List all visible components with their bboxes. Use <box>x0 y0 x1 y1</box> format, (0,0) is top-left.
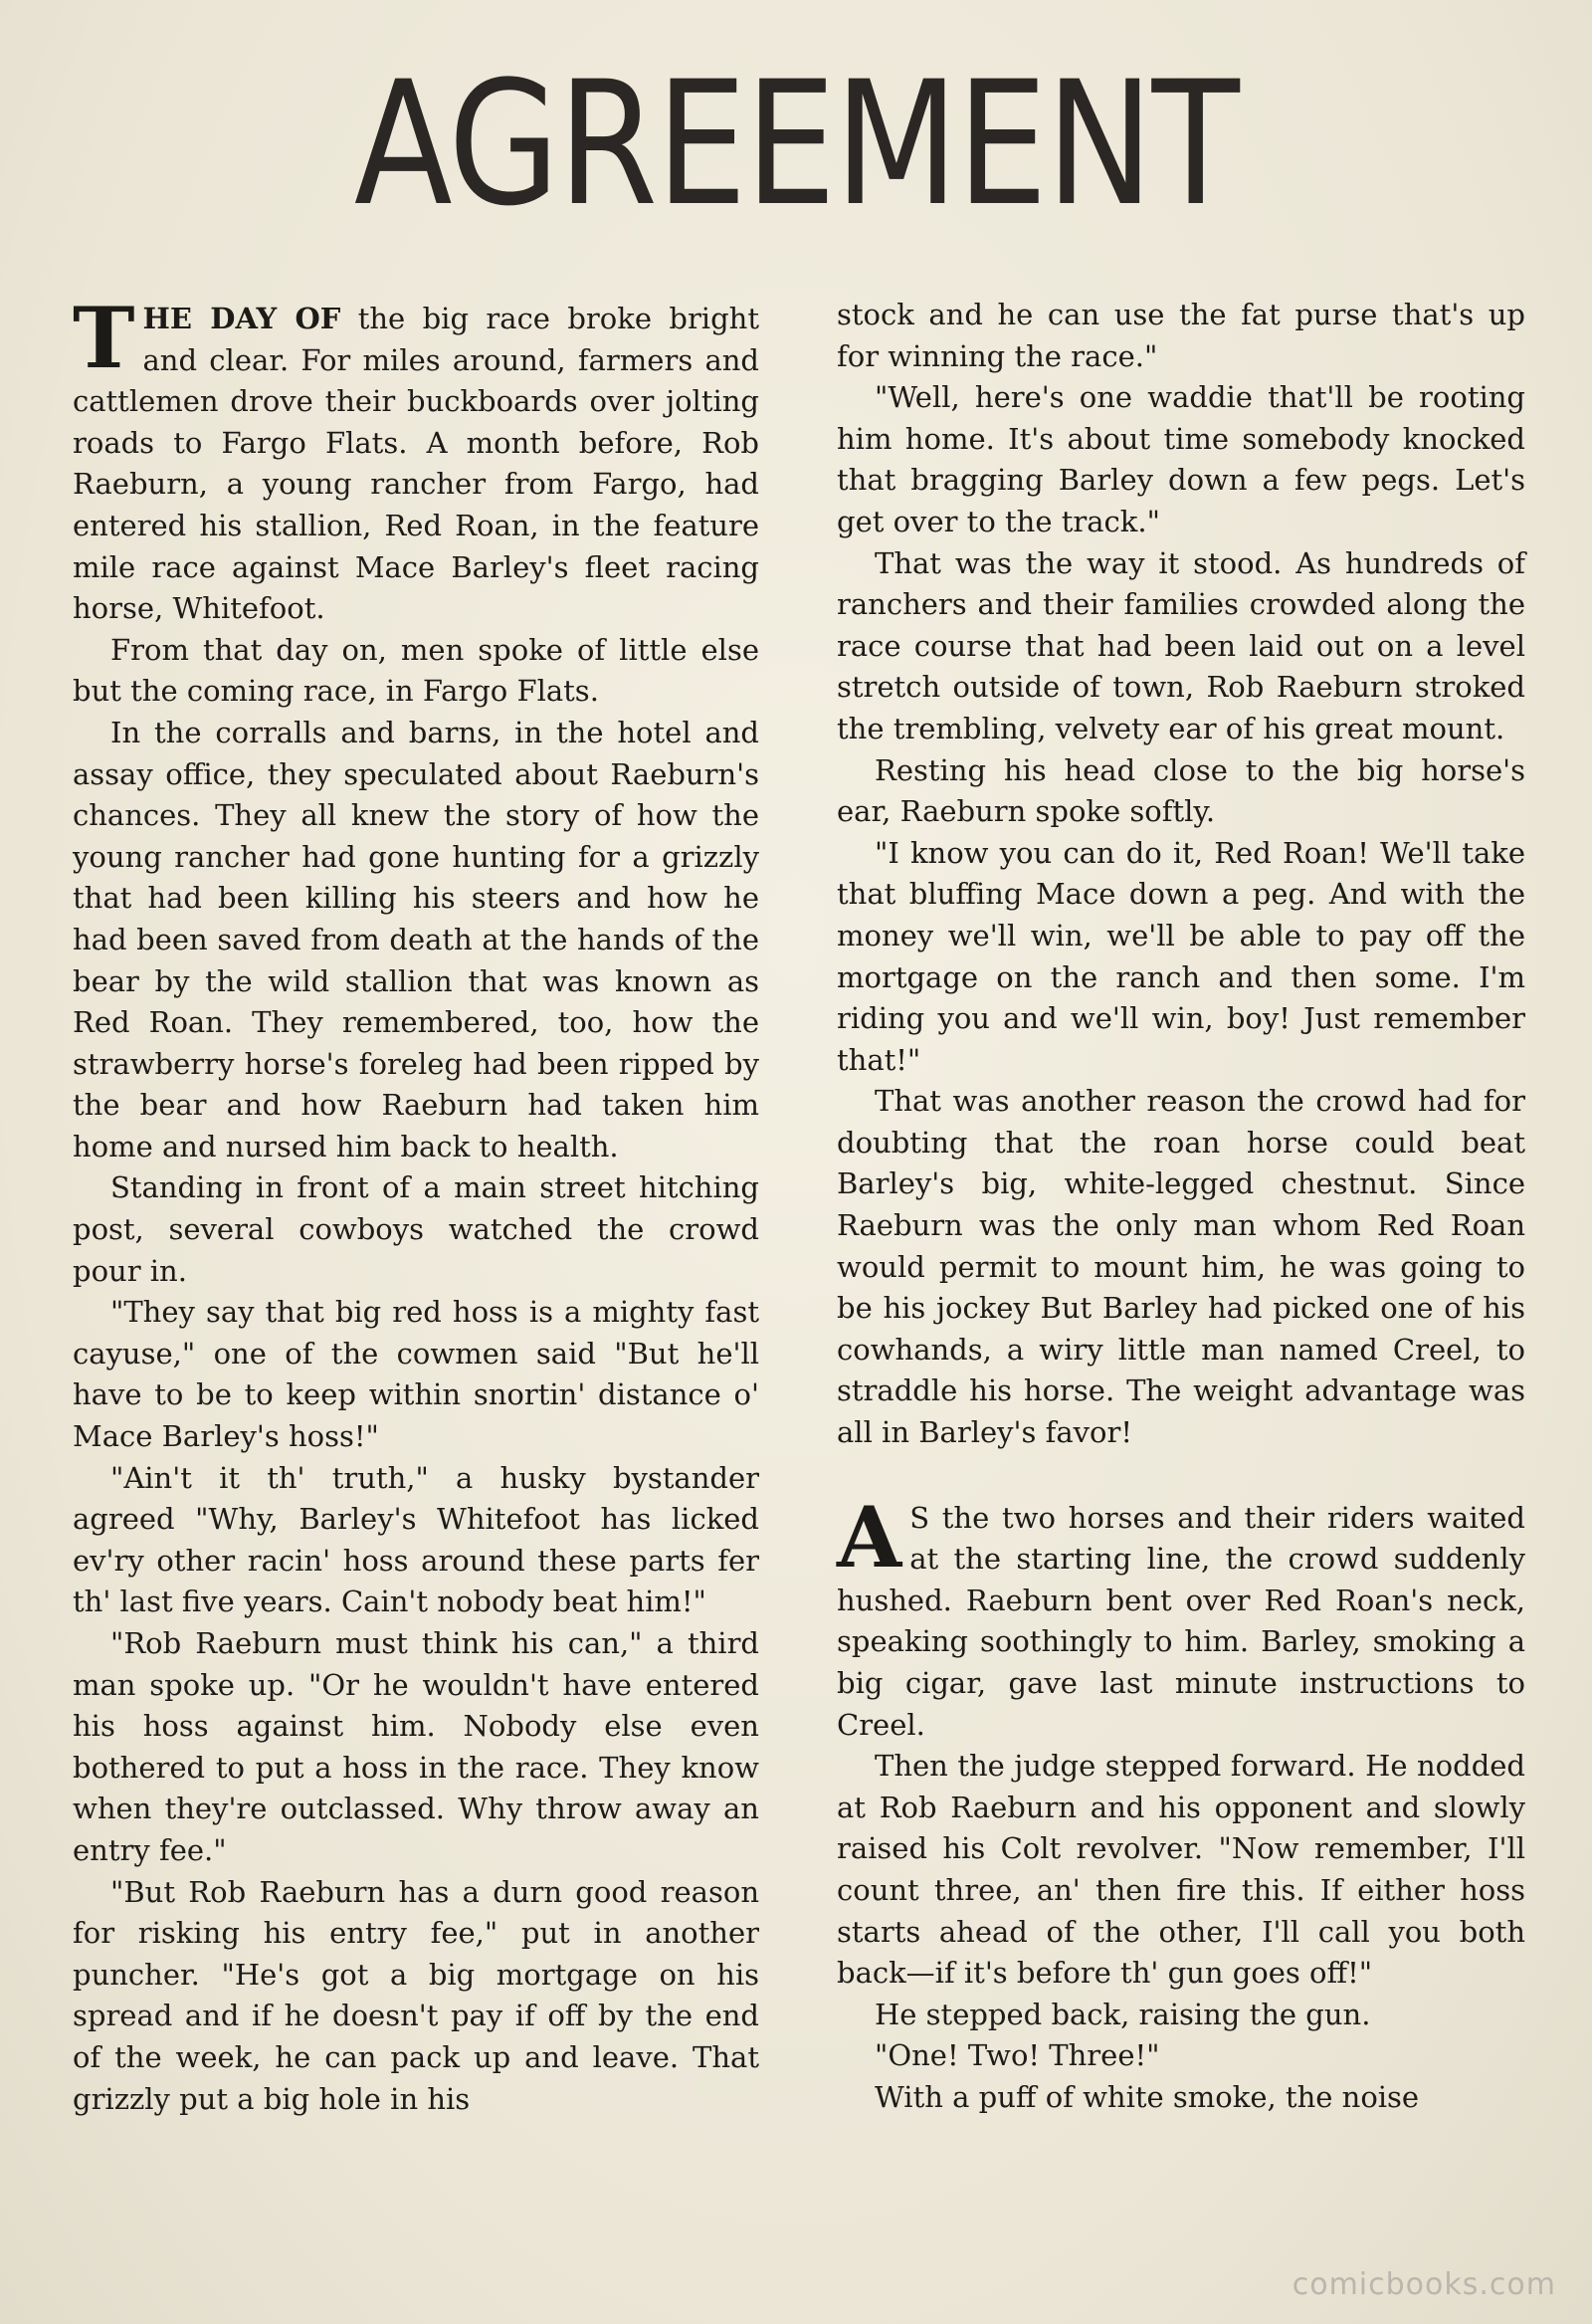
paragraph: He stepped back, raising the gun. <box>875 1997 1371 2031</box>
section-opening-paragraph <box>837 1487 1525 1747</box>
paragraph: That was another reason the crowd had for doubting that the roan horse could beat Barley's big, white-legged chestnut. Since Raeburn was the only man whom Red Roan would permit to mount him, he was going to be his jockey But Barley had picked one of his cowhands, a wiry little man named Creel, to straddle his horse. The weight advantage was all in Barley's favor! <box>837 1084 1525 1450</box>
paragraph: "One! Two! Three!" <box>875 2038 1160 2073</box>
paragraph: That was the way it stood. As hundreds of ranchers and their families crowded along the race course that had been laid out on a level stretch outside of town, Rob Raeburn stroked the trembling, velvety ear of his great mount. <box>837 545 1525 745</box>
paragraph: "Rob Raeburn must think his can," a third man spoke up. "Or he wouldn't have entered his hoss against him. Nobody else even bothered to put a hoss in the race. They know when they're outclassed. Why throw away an entry fee." <box>73 1626 759 1867</box>
section-opening-text: S the two horses and their riders waited at the starting line, the crowd suddenly hushed. Raeburn bent over Red Roan's neck, speaking soothingly to him. Barley, smoking a big cigar, gave last minute instructions to Creel. <box>837 1500 1525 1742</box>
paragraph: With a puff of white smoke, the noise <box>875 2079 1420 2114</box>
opening-paragraph <box>73 289 759 630</box>
paragraph: "They say that big red hoss is a mighty fast cayuse," one of the cowmen said "But he'll have to be to keep within snortin' distance o' Mace Barley's hoss!" <box>73 1295 759 1454</box>
paragraph: "But Rob Raeburn has a durn good reason for risking his entry fee," put in another puncher. "He's got a big mortgage on his spread and if he doesn't pay if off by the end of the week, he can pack up and leave. That grizzly put a big hole in his <box>73 1874 759 2116</box>
watermark: comicbooks.com <box>1292 2267 1556 2302</box>
paragraph: "Ain't it th' truth," a husky bystander agreed "Why, Barley's Whitefoot has licked ev'ry other racin' hoss around these parts fer th' last five years. Cain't nobody beat him!" <box>73 1460 759 1619</box>
drop-cap: T <box>73 289 135 387</box>
paragraph: Resting his head close to the big horse's ear, Raeburn spoke softly. <box>837 752 1525 829</box>
left-column <box>73 289 759 2120</box>
paragraph: Standing in front of a main street hitching post, several cowboys watched the crowd pour in. <box>73 1170 759 1288</box>
continued-paragraph: stock and he can use the fat purse that's up for winning the race." <box>837 298 1525 373</box>
right-column <box>837 295 1525 2119</box>
paragraph: Then the judge stepped forward. He nodded at Rob Raeburn and his opponent and slowly raised his Colt revolver. "Now remember, I'll count three, an' then fire this. If either hoss starts ahead of the other, I'll call you both back—if it's before th' gun goes off!" <box>837 1749 1525 1991</box>
paragraph: "Well, here's one waddie that'll be rooting him home. It's about time somebody knocked that bragging Barley down a few pegs. Let's get over to the track." <box>837 380 1525 538</box>
lead-in: HE DAY OF <box>142 302 341 335</box>
section-break <box>837 1454 1525 1498</box>
drop-cap: A <box>837 1487 902 1586</box>
paragraph: In the corralls and barns, in the hotel and assay office, they speculated about Raeburn's chances. They all knew the story of how the young rancher had gone hunting for a grizzly that had been killing his steers and how he had been saved from death at the hands of the bear by the wild stallion that was known as Red Roan. They remembered, too, how the strawberry horse's foreleg had been ripped by the bear and how Raeburn had taken him home and nursed him back to health. <box>73 715 759 1163</box>
paragraph: "I know you can do it, Red Roan! We'll take that bluffing Mace down a peg. And with the money we'll win, we'll be able to pay off the mortgage on the ranch and then some. I'm riding you and we'll win, boy! Just remember that!" <box>837 835 1525 1077</box>
opening-text: the big race broke bright and clear. For miles around, farmers and cattlemen drove their buckboards over jolting roads to Fargo Flats. A month before, Rob Raeburn, a young rancher from Fargo, had entered his stallion, Red Roan, in the feature mile race against Mace Barley's fleet racing horse, Whitefoot. <box>73 302 759 626</box>
paragraph: From that day on, men spoke of little else but the coming race, in Fargo Flats. <box>73 632 759 709</box>
story-title: AGREEMENT <box>353 44 1239 244</box>
